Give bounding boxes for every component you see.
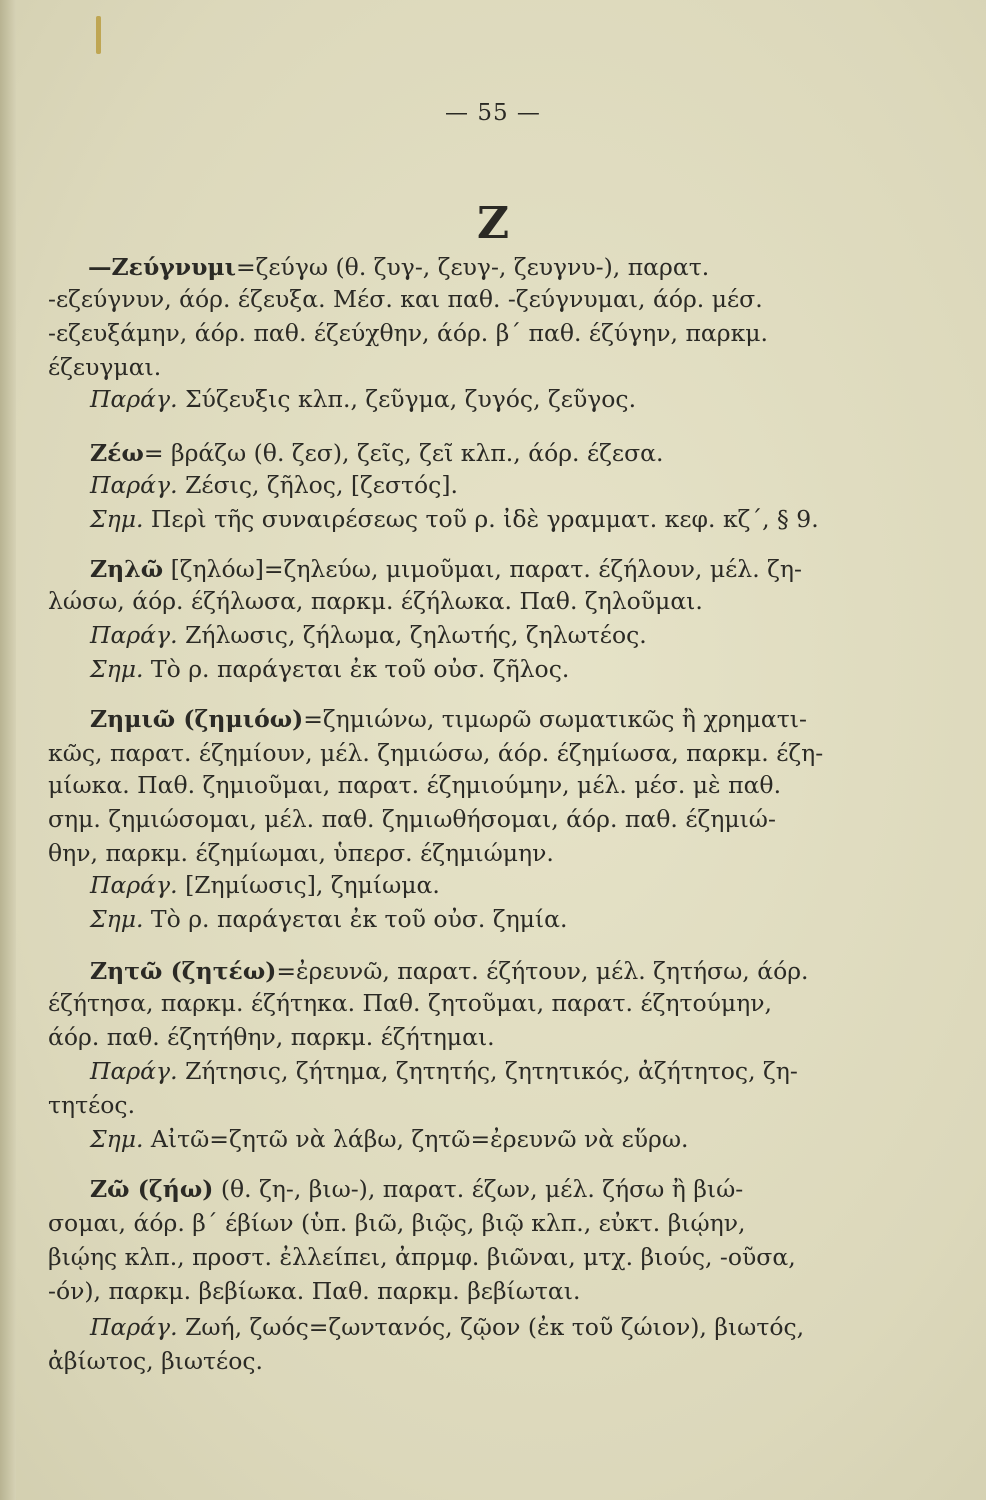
- entry-note: [90, 620, 647, 650]
- note-text: Περὶ τῆς συναιρέσεως τοῦ ρ. ἰδὲ γραμματ. κεφ. κζ΄, § 9.: [150, 505, 819, 533]
- note-text: Τὸ ρ. παράγεται ἐκ τοῦ οὐσ. ζῆλος.: [150, 655, 570, 683]
- entry-note: [90, 904, 567, 934]
- entry-line: σημ. ζημιώσομαι, μέλ. παθ. ζημιωθήσομαι, άόρ. παθ. έζημιώ-: [48, 805, 776, 833]
- entry-line: ἀβίωτος, βιωτέος.: [48, 1347, 263, 1375]
- note-label: Παράγ.: [90, 871, 178, 899]
- entry-line: κῶς, παρατ. έζημίουν, μέλ. ζημιώσω, άόρ. έζημίωσα, παρκμ. έζη-: [48, 739, 824, 767]
- entry-line: άόρ. παθ. έζητήθην, παρκμ. έζήτημαι.: [48, 1023, 495, 1051]
- note-text: Τὸ ρ. παράγεται ἐκ τοῦ οὐσ. ζημία.: [150, 905, 568, 933]
- entry-line: [90, 1174, 743, 1204]
- note-text: Σύζευξις κλπ., ζεῦγμα, ζυγός, ζεῦγος.: [185, 385, 637, 413]
- entry-text: = βράζω (θ. ζεσ), ζεῖς, ζεῖ κλπ., άόρ. έζεσα.: [143, 439, 664, 467]
- entry-line: [90, 438, 663, 468]
- note-label: Σημ.: [90, 905, 144, 933]
- entry-text: =ἐρευνῶ, παρατ. έζήτουν, μέλ. ζητήσω, άόρ.: [276, 957, 809, 985]
- note-text: Ζωή, ζωός=ζωντανός, ζῷον (ἐκ τοῦ ζώιον), βιωτός,: [185, 1313, 805, 1341]
- page-number: — 55 —: [445, 100, 541, 126]
- note-label: Σημ.: [90, 655, 144, 683]
- entry-line: -εζεύγνυν, άόρ. έζευξα. Μέσ. και παθ. -ζεύγνυμαι, άόρ. μέσ.: [48, 285, 763, 313]
- note-label: Σημ.: [90, 505, 144, 533]
- entry-text: (θ. ζη-, βιω-), παρατ. έζων, μέλ. ζήσω ἢ βιώ-: [213, 1175, 744, 1203]
- note-text: Ζέσις, ζῆλος, [ζεστός].: [185, 471, 458, 499]
- entry-text: =ζεύγω (θ. ζυγ-, ζευγ-, ζευγνυ-), παρατ.: [235, 253, 710, 281]
- note-text: Ζήλωσις, ζήλωμα, ζηλωτής, ζηλωτέος.: [185, 621, 647, 649]
- entry-line: -εζευξάμην, άόρ. παθ. έζεύχθην, άόρ. β΄ παθ. έζύγην, παρκμ.: [48, 319, 769, 347]
- note-label: Παράγ.: [90, 471, 178, 499]
- entry-headword: Ζημιῶ (ζημιόω): [90, 705, 304, 733]
- entry-note: [90, 1124, 689, 1154]
- entry-line: [90, 704, 807, 734]
- entry-line: μίωκα. Παθ. ζημιοῦμαι, παρατ. έζημιούμην, μέλ. μέσ. μὲ παθ.: [48, 771, 782, 799]
- entry-note: [90, 504, 819, 534]
- entry-line: σομαι, άόρ. β΄ έβίων (ὑπ. βιῶ, βιῷς, βιῷ κλπ., εὐκτ. βιῴην,: [48, 1209, 746, 1237]
- entry-headword: Ζητῶ (ζητέω): [90, 957, 277, 985]
- entry-line: -όν), παρκμ. βεβίωκα. Παθ. παρκμ. βεβίωται.: [48, 1277, 581, 1305]
- note-text: Αἰτῶ=ζητῶ νὰ λάβω, ζητῶ=ἐρευνῶ νὰ εὕρω.: [150, 1125, 689, 1153]
- note-label: Σημ.: [90, 1125, 144, 1153]
- entry-headword: Ζέω: [90, 439, 144, 467]
- entry-note: [90, 654, 569, 684]
- entry-text: =ζημιώνω, τιμωρῶ σωματικῶς ἢ χρηματι-: [303, 705, 807, 733]
- bookmark-stain: [96, 16, 101, 54]
- entry-line: έζήτησα, παρκμ. έζήτηκα. Παθ. ζητοῦμαι, παρατ. έζητούμην,: [48, 989, 772, 1017]
- entry-note: [90, 870, 440, 900]
- entry-headword: —Ζεύγνυμι: [88, 253, 236, 281]
- entry-text: [ζηλόω]=ζηλεύω, μιμοῦμαι, παρατ. έζήλουν, μέλ. ζη-: [163, 555, 802, 583]
- entry-headword: Ζηλῶ: [90, 555, 164, 583]
- entry-note: [90, 470, 458, 500]
- entry-line: [90, 956, 809, 986]
- section-letter: Z: [476, 198, 510, 249]
- note-text: Ζήτησις, ζήτημα, ζητητής, ζητητικός, ἀζήτητος, ζη-: [185, 1057, 798, 1085]
- entry-line: έζευγμαι.: [48, 353, 162, 381]
- entry-line: λώσω, άόρ. έζήλωσα, παρκμ. έζήλωκα. Παθ. ζηλοῦμαι.: [48, 587, 703, 615]
- entry-note: [90, 1056, 798, 1086]
- entry-line: [90, 554, 802, 584]
- note-text: [Ζημίωσις], ζημίωμα.: [185, 871, 440, 899]
- entry-note: [90, 1312, 804, 1342]
- entry-line: τητέος.: [48, 1091, 136, 1119]
- note-label: Παράγ.: [90, 1313, 178, 1341]
- entry-headword: Ζῶ (ζήω): [90, 1175, 214, 1203]
- entry-line: [88, 252, 709, 282]
- entry-line: βιῴης κλπ., προστ. ἐλλείπει, ἀπρμφ. βιῶναι, μτχ. βιούς, -οῦσα,: [48, 1243, 796, 1271]
- entry-note: [90, 384, 636, 414]
- note-label: Παράγ.: [90, 385, 178, 413]
- note-label: Παράγ.: [90, 1057, 178, 1085]
- note-label: Παράγ.: [90, 621, 178, 649]
- entry-line: θην, παρκμ. έζημίωμαι, ὑπερσ. έζημιώμην.: [48, 839, 554, 867]
